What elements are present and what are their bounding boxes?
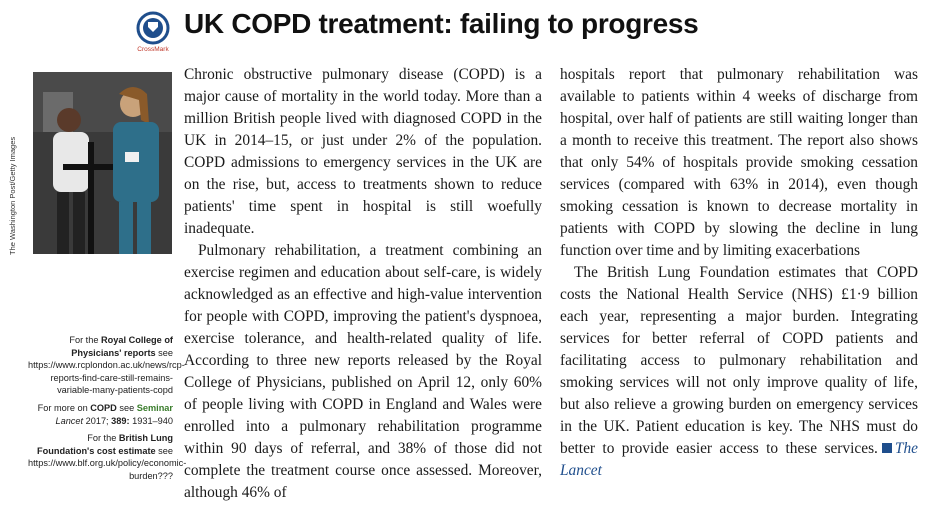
sidenote-rcp-prefix: For the [69,335,102,345]
article-photo [33,72,172,254]
paragraph-costs [560,262,918,482]
end-square-icon [882,443,892,453]
sidenote-copd-vol: 389: [111,415,130,426]
sidenote-blf-bold: British Lung Foundation's cost estimate [37,433,173,456]
article-title: UK COPD treatment: failing to progress [184,8,699,39]
crossmark-label: CrossMark [137,46,169,53]
sidenote-copd-mid: see [116,402,137,413]
article-column-1 [184,64,542,504]
sidenote-copd-bold: COPD [90,402,117,413]
sidenote-rcp-link[interactable]: www.rcplondon.ac.uk/news/rcp-reports-find-care-still-remains-variable-many-patients-copd [50,360,185,396]
paragraph-rehabilitation: Pulmonary rehabilitation, a treatment combining an exercise regimen and education about self-care, is widely acknowledged as an effective and high-value intervention for people with COPD, improving the patient's dyspnoea, exercise tolerance, and health-related quality of life. According to three new reports released by the Royal College of Physicians, published on April 12, only 60% of people living with COPD in England and Wales were enrolled into a pulmonary rehabilitation programme within 90 days of referral, and 38% of those did not complete the treatment course once assessed. Moreover, although 46% of [184,242,542,501]
sidenote-rcp-bold: Royal College of Physicians' reports [71,335,173,358]
sidenote-copd-pages: 1931–940 [129,415,173,426]
sidenote-rcp-mid: see https:// [28,347,173,371]
paragraph-costs-text: The British Lung Foundation estimates that COPD costs the National Health Service (NHS) £1·9 billion each year, representing a major burden. Integrating services for better referral of COPD patients and facilitating access to pulmonary rehabilitation and smoking services will not only improve quality of life, but also relieve a growing burden on emergency services in the UK. Patient education is key. The NHS must do better to provide easier access to these services. [560,264,918,457]
sidenote-copd-prefix: For more on [37,402,91,413]
sidenote-copd-year: 2017; [83,415,112,426]
sidenote-blf-prefix: For the [87,433,119,444]
sidenote-seminar-link[interactable]: Seminar [136,402,173,413]
photo-credit: The Washington Post/Getty Images [8,136,17,255]
sidenote-copd [28,402,173,427]
sidenotes [28,334,187,488]
paragraph-rehabilitation-continued: hospitals report that pulmonary rehabilitation was available to patients within 4 weeks of discharge from hospital, over half of patients are still waiting longer than a month to receive this treatment. The report also shows that only 54% of hospitals provide smoking cessation services (compared with 63% in 2014), even though smoking cessation is known to decrease mortality in patients with COPD by slowing the decline in lung function over time and by limiting exacerbations [560,66,918,259]
sidenote-copd-journal: Lancet [55,415,84,426]
sidenote-blf-link[interactable]: see https://www.blf.org.uk/policy/economic-burden??? [28,445,187,481]
article-column-2 [560,64,918,482]
sidenote-rcp [28,334,185,397]
sidenote-blf [28,432,187,482]
signature: The Lancet [560,440,918,479]
paragraph-intro: Chronic obstructive pulmonary disease (COPD) is a major cause of mortality in the world today. More than a million British people lived with diagnosed COPD in the UK in 2014–15, or just under 2% of the population. COPD admissions to emergency services in the UK are on the rise, but, access to treatments shown to reduce patients' time spent in hospital is still woefully inadequate. [184,66,542,237]
